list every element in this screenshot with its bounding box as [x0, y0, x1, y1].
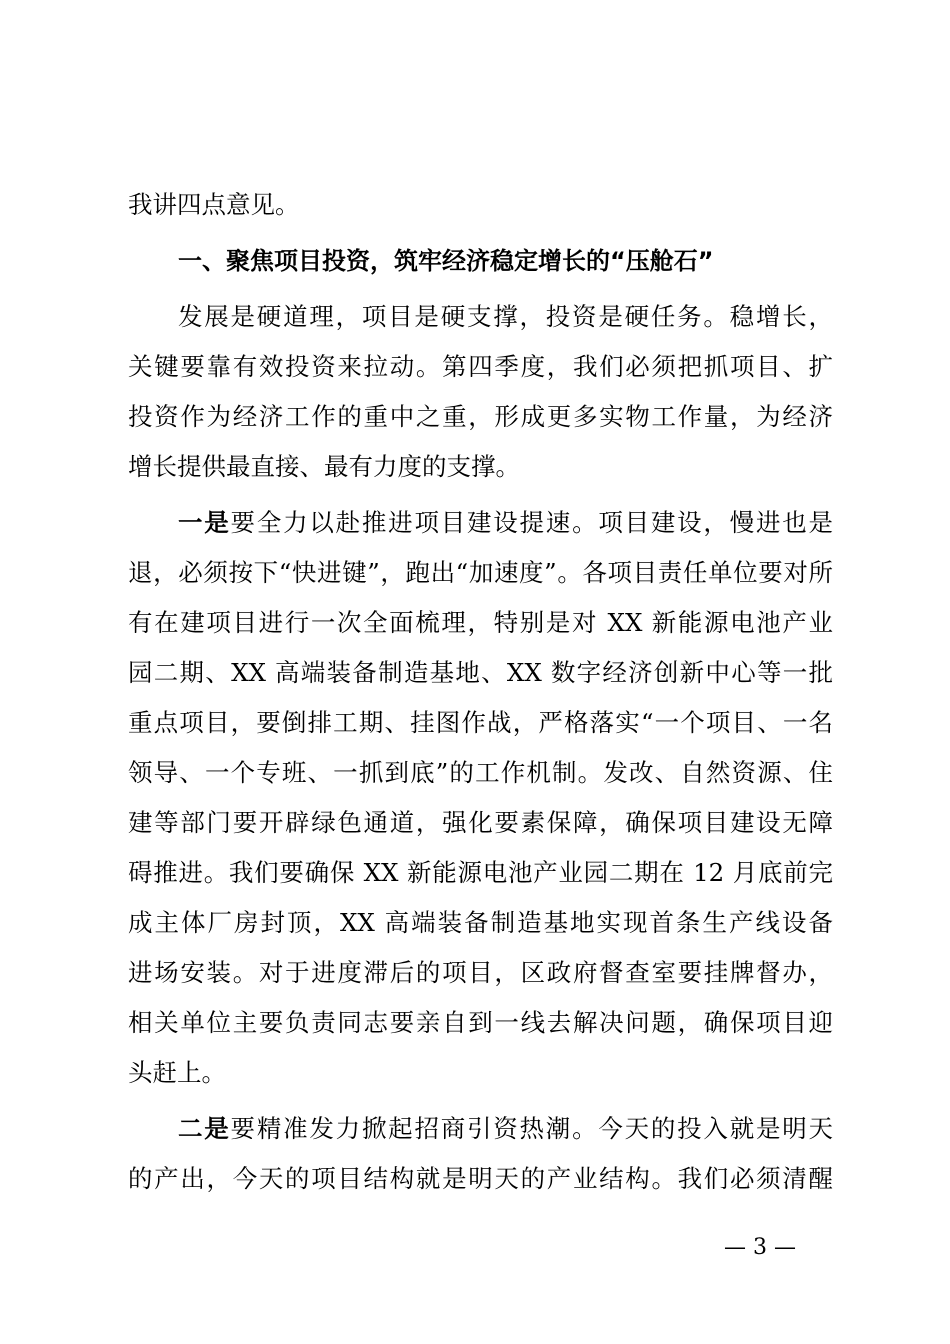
paragraph2-line: 园二期、XX 高端装备制造基地、XX 数字经济创新中心等一批 [128, 658, 833, 687]
paragraph2-line: 重点项目，要倒排工期、挂图作战，严格落实“一个项目、一名 [128, 708, 833, 737]
paragraph2-line: 建等部门要开辟绿色通道，强化要素保障，确保项目建设无障 [128, 808, 833, 837]
section-heading: 一、聚焦项目投资，筑牢经济稳定增长的“压舱石” [178, 247, 714, 275]
paragraph2-line: 进场安装。对于进度滞后的项目，区政府督查室要挂牌督办， [128, 958, 833, 987]
paragraph1-line: 关键要靠有效投资来拉动。第四季度，我们必须把抓项目、扩 [128, 352, 833, 381]
document-body [128, 180, 833, 1204]
paragraph3-line: 的产出，今天的项目结构就是明天的产业结构。我们必须清醒 [128, 1164, 833, 1193]
paragraph3-first-line [128, 1104, 833, 1154]
page-number: — 3 — [724, 1235, 796, 1260]
paragraph2-line: 有在建项目进行一次全面梳理，特别是对 XX 新能源电池产业 [128, 608, 833, 637]
paragraph2-line: 退，必须按下“快进键”，跑出“加速度”。各项目责任单位要对所 [128, 558, 833, 587]
paragraph3-lead: 二是 [178, 1114, 231, 1143]
paragraph1-line: 投资作为经济工作的重中之重，形成更多实物工作量，为经济 [128, 402, 833, 431]
paragraph2-lead: 一是 [178, 508, 231, 537]
paragraph1-line: 增长提供最直接、最有力度的支撑。 [128, 452, 520, 481]
paragraph3-first-line-text: 要精准发力掀起招商引资热潮。今天的投入就是明天 [230, 1114, 834, 1143]
paragraph2-first-line-text: 要全力以赴推进项目建设提速。项目建设，慢进也是 [230, 508, 834, 537]
paragraph2-line: 头赶上。 [128, 1058, 226, 1087]
paragraph2-line: 领导、一个专班、一抓到底”的工作机制。发改、自然资源、住 [128, 758, 833, 787]
paragraph2-line: 成主体厂房封顶，XX 高端装备制造基地实现首条生产线设备 [128, 908, 833, 937]
paragraph1-line: 发展是硬道理，项目是硬支撑，投资是硬任务。稳增长， [178, 302, 833, 331]
paragraph2-line: 碍推进。我们要确保 XX 新能源电池产业园二期在 12 月底前完 [128, 858, 833, 887]
paragraph2-first-line [128, 498, 833, 548]
intro-line: 我讲四点意见。 [128, 190, 300, 219]
paragraph2-line: 相关单位主要负责同志要亲自到一线去解决问题，确保项目迎 [128, 1008, 833, 1037]
